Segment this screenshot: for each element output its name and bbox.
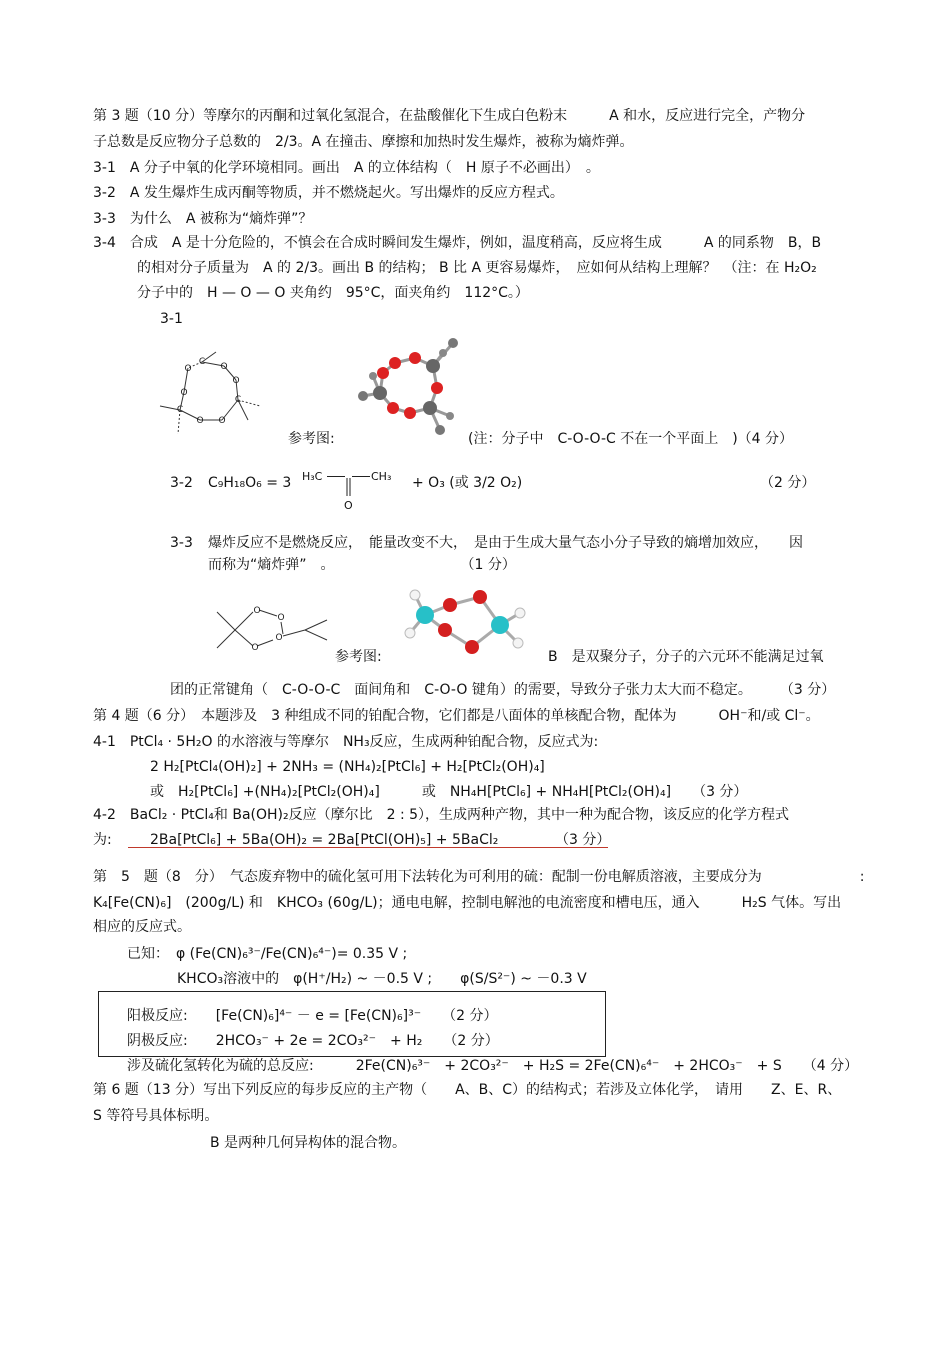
svg-text:C: C — [234, 395, 242, 405]
ans3-2-label: 3-2 — [170, 475, 193, 491]
q4-2-wei: 为: — [93, 832, 112, 848]
q4-2-score: （3 分） — [555, 832, 611, 848]
q3-1-question: 3-1 A 分子中氧的化学环境相同。画出 A 的立体结构（ H 原子不必画出） 。 — [93, 160, 600, 176]
svg-text:O: O — [218, 416, 226, 426]
q6-note: B 是两种几何异构体的混合物。 — [210, 1135, 407, 1151]
q3-4-question-line1: 3-4 合成 A 是十分危险的，不慎会在合成时瞬间发生爆炸，例如，温度稍高，反应将生成 A 的同系物 B，B — [93, 235, 822, 251]
triperoxide-ball-model — [355, 338, 460, 438]
q6-title-line2: S 等符号具体标明。 — [93, 1108, 219, 1124]
ans3-3-label: 3-3 — [170, 535, 193, 551]
q5-known-1: 已知： φ (Fe(CN)₆³⁻/Fe(CN)₆⁴⁻)= 0.35 V ; — [127, 946, 408, 962]
q4-title: 第 4 题（6 分） 本题涉及 3 种组成不同的铂配合物，它们都是八面体的单核配合物，配体为 OH⁻和/或 Cl⁻。 — [93, 708, 820, 724]
q3-intro-line1: 第 3 题（10 分）等摩尔的丙酮和过氧化氢混合，在盐酸催化下生成白色粉末 A 和水，反应进行完全，产物分 — [93, 108, 806, 124]
q5-title-line1: 第 5 题（8 分） 气态废弃物中的硫化氢可用下法转化为可利用的硫：配制一份电解质溶液，主要成分为 : — [93, 869, 865, 885]
q3-intro-line2: 子总数是反应物分子总数的 2/3。A 在撞击、摩擦和加热时发生爆炸，被称为熵炸弹。 — [93, 134, 634, 150]
q3-2-question: 3-2 A 发生爆炸生成丙酮等物质，并不燃烧起火。写出爆炸的反应方程式。 — [93, 185, 564, 201]
q4-2-underline — [128, 847, 608, 848]
ans3-2-equation-right: + O₃ (或 3/2 O₂) — [412, 475, 523, 491]
q5-anode-reaction: 阳极反应: [Fe(CN)₆]⁴⁻ － e = [Fe(CN)₆]³⁻ （2 分） — [127, 1008, 498, 1024]
q3-3-question: 3-3 为什么 A 被称为“熵炸弹”？ — [93, 211, 313, 227]
q4-1-equation-1: 2 H₂[PtCl₄(OH)₂] + 2NH₃ = (NH₄)₂[PtCl₆] + H₂[PtCl₂(OH)₄] — [150, 759, 545, 775]
q5-title-line2: K₄[Fe(CN)₆] (200g/L) 和 KHCO₃ (60g/L)；通电电解，控制电解池的电流密度和槽电压，通入 H₂S 气体。写出 — [93, 895, 842, 911]
triperoxide-skeletal-structure — [150, 340, 270, 440]
svg-text:O: O — [253, 606, 261, 616]
ref-label-1: 参考图: — [288, 431, 335, 447]
acetone-ch3: CH₃ — [371, 470, 392, 483]
svg-text:O: O — [277, 613, 285, 623]
q4-1-equation-alt: 或 H₂[PtCl₆] +(NH₄)₂[PtCl₂(OH)₄] 或 NH₄H[PtCl₆] + NH₄H[PtCl₂(OH)₄] （3 分） — [150, 784, 748, 800]
q4-2-equation: 2Ba[PtCl₆] + 5Ba(OH)₂ = 2Ba[PtCl(OH)₅] + 5BaCl₂ — [150, 832, 499, 848]
svg-text:O: O — [180, 388, 188, 398]
acetone-bond-right — [352, 476, 370, 477]
svg-text:O: O — [275, 633, 283, 643]
svg-text:C: C — [198, 357, 206, 367]
ans3-3-text-line2: 而称为“熵炸弹” 。 （1 分） — [208, 557, 516, 573]
ans3-2-score: （2 分） — [760, 475, 816, 491]
acetone-oxygen: O — [344, 499, 353, 512]
ans3-1-note: (注：分子中 C-O-O-C 不在一个平面上 )（4 分） — [468, 431, 794, 447]
ans3-4-text-line1: B 是双聚分子，分子的六元环不能满足过氧 — [548, 649, 824, 665]
diperoxide-ball-model — [400, 585, 530, 665]
q4-1-question: 4-1 PtCl₄ · 5H₂O 的水溶液与等摩尔 NH₃反应，生成两种铂配合物，反应式为: — [93, 734, 599, 750]
acetone-h3c: H₃C — [302, 470, 323, 483]
svg-text:O: O — [251, 643, 259, 653]
ans3-1-label: 3-1 — [160, 311, 183, 327]
svg-text:O: O — [232, 376, 240, 386]
svg-text:C: C — [176, 405, 184, 415]
ans3-2-equation-left: C₉H₁₈O₆ = 3 — [208, 475, 292, 491]
ans3-4-text-line2: 团的正常键角（ C-O-O-C 面间角和 C-O-O 键角）的需要，导致分子张力太大而不稳定。 （3 分） — [170, 682, 836, 698]
q5-cathode-reaction: 阴极反应: 2HCO₃⁻ + 2e = 2CO₃²⁻ + H₂ （2 分） — [127, 1033, 499, 1049]
q5-known-2: KHCO₃溶液中的 φ(H⁺/H₂) ~ －0.5 V ; φ(S/S²⁻) ~ －0.3 V — [177, 971, 587, 987]
acetone-carbonyl-bond — [344, 478, 354, 498]
acetone-bond-left — [327, 476, 345, 477]
ref-label-2: 参考图: — [335, 649, 382, 665]
q3-4-question-line3: 分子中的 H — O — O 夹角约 95°C，面夹角约 112°C。） — [137, 285, 529, 301]
q4-2-question: 4-2 BaCl₂ · PtCl₄和 Ba(OH)₂反应（摩尔比 2 : 5），生成两种产物，其中一种为配合物，该反应的化学方程式 — [93, 807, 790, 823]
svg-text:O: O — [196, 416, 204, 426]
svg-text:O: O — [184, 364, 192, 374]
svg-text:O: O — [220, 362, 228, 372]
ans3-3-text-line1: 爆炸反应不是燃烧反应， 能量改变不大， 是由于生成大量气态小分子导致的熵增加效应， 因 — [208, 535, 803, 551]
q5-overall-reaction: 涉及硫化氢转化为硫的总反应: 2Fe(CN)₆³⁻ + 2CO₃²⁻ + H₂S = 2Fe(CN)₆⁴⁻ + 2HCO₃⁻ + S （4 分） — [127, 1058, 859, 1074]
q3-4-question-line2: 的相对分子质量为 A 的 2/3。画出 B 的结构； B 比 A 更容易爆炸， 应如何从结构上理解？ （注：在 H₂O₂ — [137, 260, 817, 276]
q6-title-line1: 第 6 题（13 分）写出下列反应的每步反应的主产物（ A、B、C）的结构式；若涉及立体化学， 请用 Z、E、R、 — [93, 1082, 842, 1098]
q5-title-line3: 相应的反应式。 — [93, 919, 191, 935]
diperoxide-skeletal-structure — [215, 600, 335, 660]
